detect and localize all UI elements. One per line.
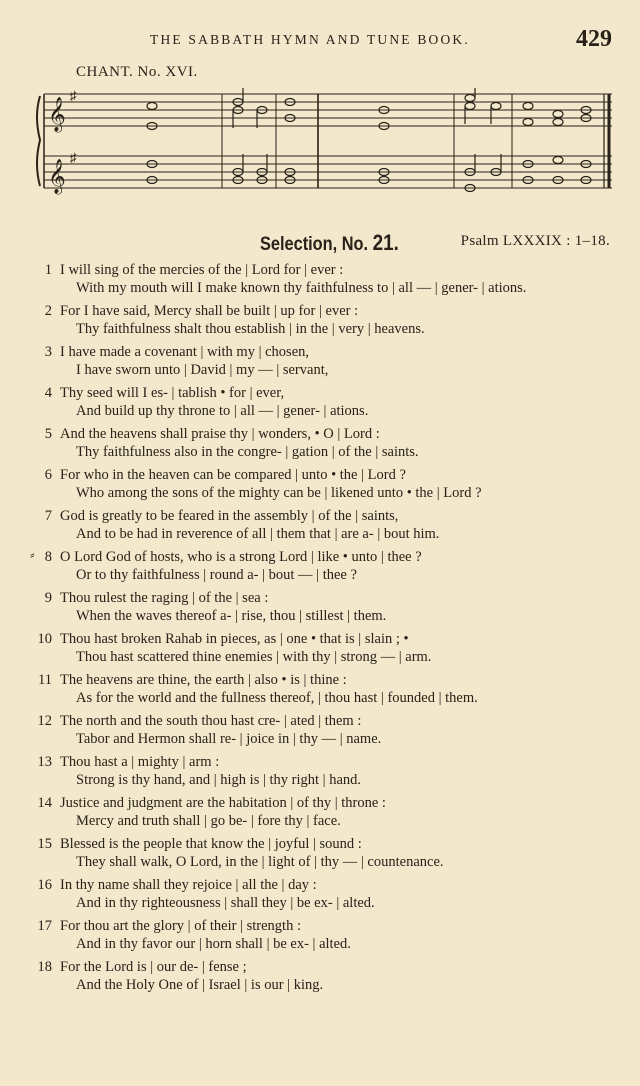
verse — [0, 508, 640, 549]
verse-line-1: For thou art the glory | of their | strength : — [60, 918, 301, 934]
verse-number: 15 — [37, 836, 52, 852]
verse-line-1: The heavens are thine, the earth | also • is | thine : — [60, 672, 347, 688]
verse-number: 12 — [37, 713, 52, 729]
verse-number: 2 — [44, 303, 52, 319]
verse-line-2: Strong is thy hand, and | high is | thy right | hand. — [76, 772, 362, 788]
verse — [0, 754, 640, 795]
svg-text:♯: ♯ — [70, 88, 77, 103]
verse-number: 5 — [44, 426, 52, 442]
verse-line-1: I have made a covenant | with my | chosen, — [60, 344, 309, 360]
psalm-verses — [0, 262, 640, 1000]
verse-line-1: Thou hast a | mighty | arm : — [60, 754, 220, 770]
verse-number: 11 — [38, 672, 52, 688]
verse-line-2: Thy faithfulness shalt thou establish | in the | very | heavens. — [76, 321, 425, 337]
verse-line-1: God is greatly to be feared in the assembly | of the | saints, — [60, 508, 399, 524]
verse-line-2: When the waves thereof a- | rise, thou | stillest | them. — [76, 608, 387, 624]
verse-line-2: Mercy and truth shall | go be- | fore thy | face. — [76, 813, 341, 829]
verse-number: 10 — [37, 631, 52, 647]
selection-title-text: Selection, No. — [260, 234, 373, 255]
verse — [0, 795, 640, 836]
verse-number: 14 — [37, 795, 52, 811]
verse-line-2: They shall walk, O Lord, in the | light of | thy — | countenance. — [76, 854, 444, 870]
verse — [0, 303, 640, 344]
verse-line-2: And in thy righteousness | shall they | be ex- | alted. — [76, 895, 375, 911]
verse-number: 8 — [44, 549, 52, 565]
verse-line-1: Justice and judgment are the habitation | of thy | throne : — [60, 795, 386, 811]
verse-line-1: Blessed is the people that know the | joyful | sound : — [60, 836, 362, 852]
verse-line-1: For I have said, Mercy shall be built | up for | ever : — [60, 303, 359, 319]
verse-number: 1 — [44, 262, 52, 278]
verse — [0, 344, 640, 385]
selection-title — [260, 230, 399, 256]
verse-line-2: As for the world and the fullness thereof, | thou hast | founded | them. — [76, 690, 478, 706]
page-number: 429 — [576, 26, 612, 52]
verse-line-1: For the Lord is | our de- | fense ; — [60, 959, 247, 975]
verse-line-1: And the heavens shall praise thy | wonders, • O | Lord : — [60, 426, 380, 442]
psalm-reference: Psalm LXXXIX : 1–18. — [460, 233, 610, 249]
verse-line-1: In thy name shall they rejoice | all the | day : — [60, 877, 317, 893]
verse-line-2: Thy faithfulness also in the congre- | gation | of the | saints. — [76, 444, 419, 460]
verse-line-1: For who in the heaven can be compared | unto • the | Lord ? — [60, 467, 406, 483]
verse — [0, 262, 640, 303]
selection-number: 21. — [372, 230, 399, 255]
verse — [0, 549, 640, 590]
verse — [0, 385, 640, 426]
verse-line-2: Tabor and Hermon shall re- | joice in | thy — | name. — [76, 731, 382, 747]
verse-number: 7 — [44, 508, 52, 524]
verse-line-1: Thou hast broken Rahab in pieces, as | one • that is | slain ; • — [60, 631, 409, 647]
verse-number: 3 — [44, 344, 52, 360]
verse-number: 16 — [37, 877, 52, 893]
verse-line-1: I will sing of the mercies of the | Lord for | ever : — [60, 262, 344, 278]
running-title: THE SABBATH HYMN AND TUNE BOOK. — [150, 32, 470, 47]
verse-number: 4 — [44, 385, 52, 401]
verse — [0, 590, 640, 631]
verse-line-2: And in thy favor our | horn shall | be ex- | alted. — [76, 936, 351, 952]
verse-line-2: And to be had in reverence of all | them that | are a- | bout him. — [76, 526, 440, 542]
verse-line-2: I have sworn unto | David | my — | servant, — [76, 362, 329, 378]
verse-number: 6 — [44, 467, 52, 483]
verse-line-2: With my mouth will I make known thy faithfulness to | all — | gener- | ations. — [76, 280, 527, 296]
verse — [0, 467, 640, 508]
margin-mark: ⸗ — [30, 548, 35, 563]
verse — [0, 713, 640, 754]
verse-line-1: The north and the south thou hast cre- | ated | them : — [60, 713, 362, 729]
verse-line-1: O Lord God of hosts, who is a strong Lord | like • unto | thee ? — [60, 549, 422, 565]
svg-text:𝄞: 𝄞 — [48, 159, 66, 194]
verse — [0, 426, 640, 467]
verse — [0, 877, 640, 918]
svg-text:♯: ♯ — [70, 150, 77, 165]
running-head — [0, 26, 640, 60]
verse-line-1: Thy seed will I es- | tablish • for | ever, — [60, 385, 285, 401]
verse — [0, 672, 640, 713]
verse-number: 18 — [37, 959, 52, 975]
chant-music-score — [36, 88, 616, 198]
verse-line-1: Thou rulest the raging | of the | sea : — [60, 590, 269, 606]
verse — [0, 836, 640, 877]
verse-line-2: Who among the sons of the mighty can be | likened unto • the | Lord ? — [76, 485, 482, 501]
verse-line-2: Or to thy faithfulness | round a- | bout — | thee ? — [76, 567, 357, 583]
svg-text:𝄞: 𝄞 — [48, 97, 66, 132]
verse — [0, 631, 640, 672]
verse-line-2: And build up thy throne to | all — | gener- | ations. — [76, 403, 369, 419]
verse-line-2: And the Holy One of | Israel | is our | king. — [76, 977, 324, 993]
verse-number: 13 — [37, 754, 52, 770]
verse — [0, 918, 640, 959]
verse-number: 9 — [44, 590, 52, 606]
verse-line-2: Thou hast scattered thine enemies | with thy | strong — | arm. — [76, 649, 432, 665]
selection-header — [0, 230, 640, 258]
verse — [0, 959, 640, 1000]
chant-label: CHANT. No. XVI. — [76, 64, 198, 80]
verse-number: 17 — [37, 918, 52, 934]
